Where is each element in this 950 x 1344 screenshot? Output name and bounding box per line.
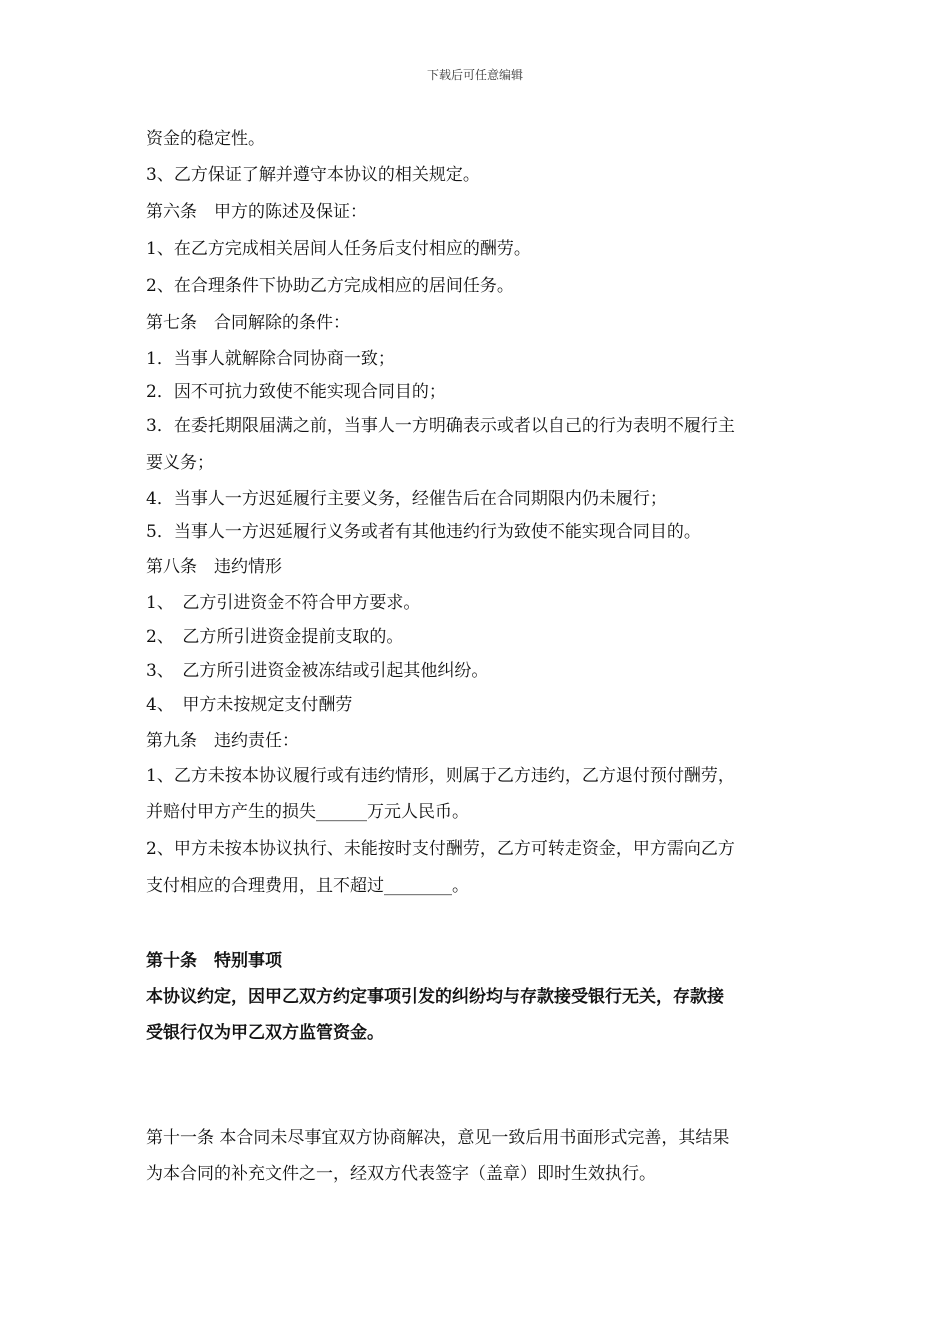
text-line: 1、乙方未按本协议履行或有违约情形，则属于乙方违约，乙方退付预付酬劳，: [146, 766, 735, 786]
text-line: 4、 甲方未按规定支付酬劳: [146, 695, 353, 715]
text-line: 2、甲方未按本协议执行、未能按时支付酬劳，乙方可转走资金，甲方需向乙方: [146, 839, 735, 859]
clause-heading: 第八条 违约情形: [146, 557, 282, 577]
clause-heading: 第九条 违约责任：: [146, 731, 299, 751]
text-line: 1．当事人就解除合同协商一致；: [146, 349, 395, 369]
special-clause-text: 本协议约定，因甲乙双方约定事项引发的纠纷均与存款接受银行无关，存款接: [146, 987, 724, 1007]
text-line: 3、乙方保证了解并遵守本协议的相关规定。: [146, 165, 480, 185]
text-line: 资金的稳定性。: [146, 129, 265, 149]
text-line: 并赔付甲方产生的损失______万元人民币。: [146, 802, 469, 822]
text-line: 3．在委托期限届满之前，当事人一方明确表示或者以自己的行为表明不履行主: [146, 416, 735, 436]
special-clause-heading: 第十条 特别事项: [146, 951, 282, 971]
text-line: 3、 乙方所引进资金被冻结或引起其他纠纷。: [146, 661, 489, 681]
text-line: 支付相应的合理费用，且不超过________。: [146, 876, 469, 896]
text-line: 4．当事人一方迟延履行主要义务，经催告后在合同期限内仍未履行；: [146, 489, 667, 509]
special-clause-text: 受银行仅为甲乙双方监管资金。: [146, 1023, 384, 1043]
text-line: 2、 乙方所引进资金提前支取的。: [146, 627, 404, 647]
text-line: 为本合同的补充文件之一，经双方代表签字（盖章）即时生效执行。: [146, 1164, 656, 1184]
text-line: 2、在合理条件下协助乙方完成相应的居间任务。: [146, 276, 514, 296]
text-line: 2．因不可抗力致使不能实现合同目的；: [146, 382, 446, 402]
text-line: 要义务；: [146, 453, 214, 473]
text-line: 第十一条 本合同未尽事宜双方协商解决，意见一致后用书面形式完善，其结果: [146, 1128, 730, 1148]
text-line: 5．当事人一方迟延履行义务或者有其他违约行为致使不能实现合同目的。: [146, 522, 701, 542]
clause-heading: 第七条 合同解除的条件：: [146, 313, 350, 333]
text-line: 1、在乙方完成相关居间人任务后支付相应的酬劳。: [146, 239, 531, 259]
page-header: 下载后可任意编辑: [426, 68, 523, 82]
text-line: 1、 乙方引进资金不符合甲方要求。: [146, 593, 421, 613]
clause-heading: 第六条 甲方的陈述及保证：: [146, 202, 367, 222]
